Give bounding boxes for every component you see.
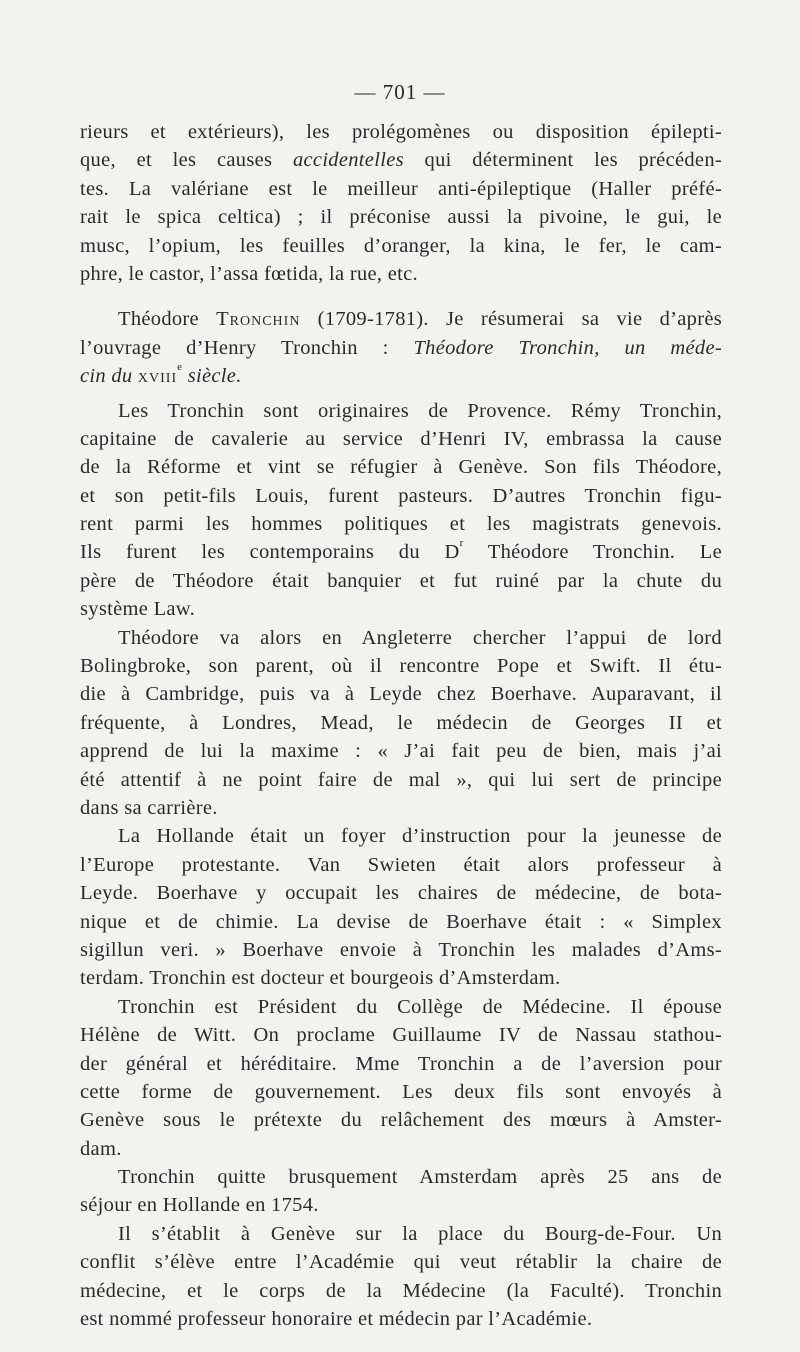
- paragraph-origins: [80, 397, 722, 624]
- text-line: que, et les causes accidentelles qui déterminent les précéden-: [80, 149, 723, 172]
- text-line: et son petit-fils Louis, furent pasteurs. D’autres Tronchin figu-: [80, 484, 722, 507]
- text-line: La Hollande était un foyer d’instruction pour la jeunesse de: [118, 825, 722, 848]
- text-line: Tronchin quitte brusquement Amsterdam après 25 ans de: [118, 1166, 722, 1189]
- paragraph-epilepsy: [80, 118, 722, 288]
- paragraph-president: [80, 993, 722, 1163]
- text-line: rent parmi les hommes politiques et les magistrats genevois.: [80, 513, 722, 536]
- text-line: nique et de chimie. La devise de Boerhave était : « Simplex: [80, 910, 722, 933]
- text-line: Ils furent les contemporains du $D^r$ Théodore Tronchin. Le: [80, 537, 722, 564]
- text-line: apprend de lui la maxime : « J’ai fait peu de bien, mais j’ai: [80, 740, 722, 763]
- text-line: conflit s’élève entre l’Académie qui veut rétablir la chaire de: [80, 1251, 722, 1274]
- paragraph-departure: [80, 1163, 722, 1220]
- text-line: rait le spica celtica) ; il préconise aussi la pivoine, le gui, le: [80, 206, 722, 229]
- text-line: phre, le castor, l’assa fœtida, la rue, etc.: [80, 262, 418, 285]
- text-line: terdam. Tronchin est docteur et bourgeois d’Amsterdam.: [80, 967, 561, 990]
- text-line: dans sa carrière.: [80, 796, 218, 819]
- text-line: tes. La valériane est le meilleur anti-épileptique (Haller préfé-: [80, 177, 722, 200]
- text-line: est nommé professeur honoraire et médecin par l’Académie.: [80, 1308, 593, 1331]
- paragraph-geneva: [80, 1220, 722, 1334]
- text-line: Les Tronchin sont originaires de Provence. Rémy Tronchin,: [118, 399, 722, 422]
- text-line: été attentif à ne point faire de mal », qui lui sert de principe: [80, 768, 722, 791]
- page-number: — 701 —: [354, 80, 446, 104]
- paragraph-holland: [80, 822, 722, 992]
- text-line: sigillun veri. » Boerhave envoie à Tronchin les malades d’Ams-: [80, 938, 722, 961]
- text-line: die à Cambridge, puis va à Leyde chez Boerhave. Auparavant, il: [80, 683, 722, 706]
- paragraph-england: [80, 624, 722, 823]
- text-line: Il s’établit à Genève sur la place du Bourg-de-Four. Un: [118, 1222, 722, 1245]
- paragraph-tronchin-heading: [80, 305, 722, 390]
- text-line: rieurs et extérieurs), les prolégomènes ou disposition épilepti-: [80, 121, 722, 143]
- text-line: médecine, et le corps de la Médecine (la Faculté). Tronchin: [80, 1279, 722, 1302]
- text-line: Théodore va alors en Angleterre chercher l’appui de lord: [118, 626, 722, 649]
- text-line: der général et héréditaire. Mme Tronchin a de l’aversion pour: [80, 1052, 722, 1075]
- text-line: Bolingbroke, son parent, où il rencontre Pope et Swift. Il étu-: [80, 655, 722, 678]
- text-line: séjour en Hollande en 1754.: [80, 1194, 319, 1217]
- text-line: de la Réforme et vint se réfugier à Genève. Son fils Théodore,: [80, 456, 722, 479]
- body-text: [80, 118, 722, 1333]
- text-line: Théodore Tronchin (1709-1781). Je résumerai sa vie d’après: [118, 308, 723, 331]
- text-line: père de Théodore était banquier et fut ruiné par la chute du: [80, 569, 722, 592]
- text-line: dam.: [80, 1137, 122, 1160]
- text-line: système Law.: [80, 598, 195, 621]
- text-line: Leyde. Boerhave y occupait les chaires de médecine, de bota-: [80, 882, 722, 905]
- text-line: cin du xviii$^e$ siècle.: [80, 361, 242, 388]
- text-line: l’ouvrage d’Henry Tronchin : Théodore Tronchin, un méde-: [80, 336, 722, 359]
- text-line: musc, l’opium, les feuilles d’oranger, la kina, le fer, le cam-: [80, 234, 722, 257]
- text-line: fréquente, à Londres, Mead, le médecin de Georges II et: [80, 711, 722, 734]
- text-line: l’Europe protestante. Van Swieten était alors professeur à: [80, 853, 722, 876]
- text-line: Tronchin est Président du Collège de Médecine. Il épouse: [118, 995, 722, 1018]
- text-line: capitaine de cavalerie au service d’Henri IV, embrassa la cause: [80, 427, 722, 450]
- text-line: Genève sous le prétexte du relâchement des mœurs à Amster-: [80, 1109, 722, 1132]
- text-line: cette forme de gouvernement. Les deux fils sont envoyés à: [80, 1080, 722, 1103]
- text-line: Hélène de Witt. On proclame Guillaume IV de Nassau stathou-: [80, 1024, 722, 1047]
